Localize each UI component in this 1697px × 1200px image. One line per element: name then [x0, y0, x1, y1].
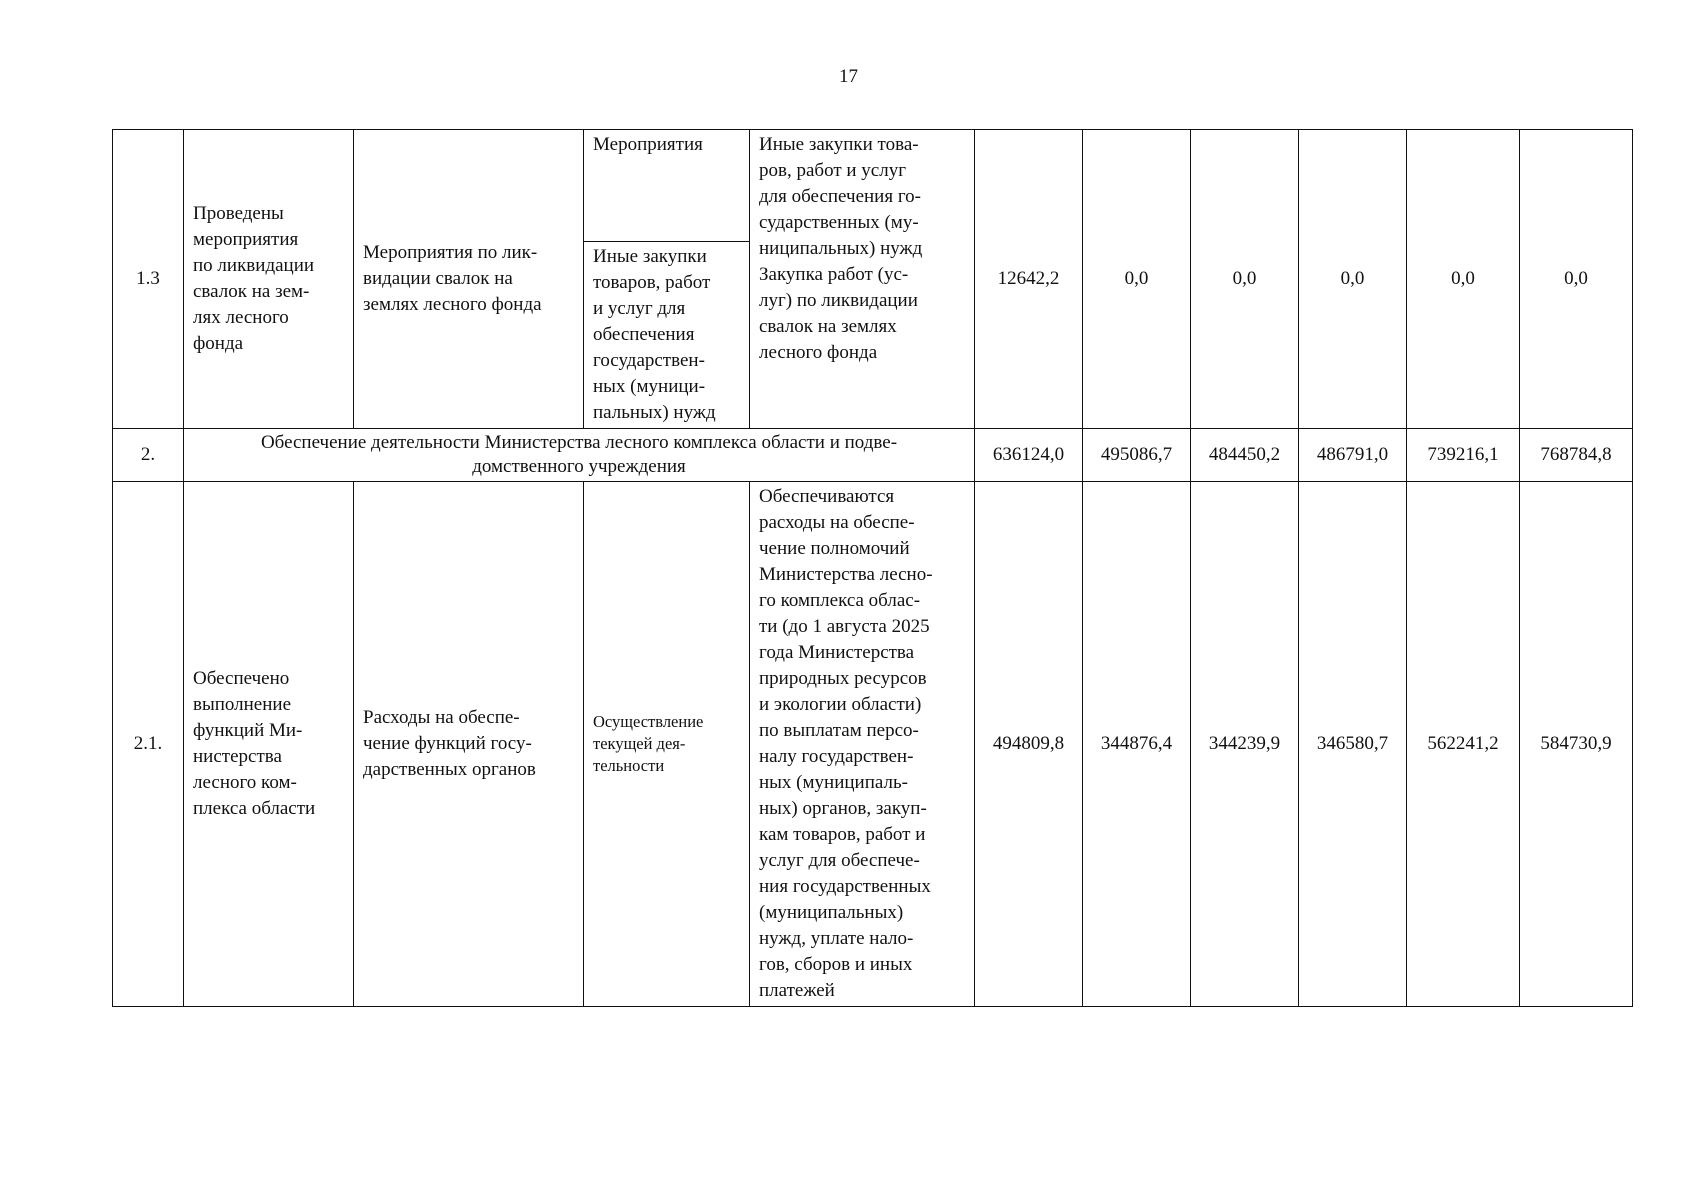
table-row [113, 429, 1633, 482]
value-cell: 346580,7 [1299, 482, 1407, 1007]
result-cell: Обеспечено выполнение функций Ми- нистерства лесного ком- плекса области [184, 482, 354, 1007]
value-cell: 739216,1 [1407, 429, 1520, 482]
value-cell: 484450,2 [1191, 429, 1299, 482]
value-cell: 0,0 [1191, 130, 1299, 429]
value-cell: 344239,9 [1191, 482, 1299, 1007]
description-cell: Обеспечиваются расходы на обеспе- чение полномочий Министерства лесно- го комплекса облас- ти (до 1 августа 2025 года Министерства природных ресурсов и экологии области) по выплатам персо- налу государствен- ных (муниципаль- ных) органов, закуп- кам товаров, работ и услуг для обеспече- ния государственных (муниципальных) нужд, уплате нало- гов, сборов и иных платежей [750, 482, 975, 1007]
type-cell: Осуществление текущей дея- тельности [584, 482, 750, 1007]
value-cell: 486791,0 [1299, 429, 1407, 482]
measure-cell: Мероприятия по лик- видации свалок на землях лесного фонда [354, 130, 584, 429]
value-cell: 12642,2 [975, 130, 1083, 429]
value-cell: 562241,2 [1407, 482, 1520, 1007]
measure-cell: Расходы на обеспе- чение функций госу- дарственных органов [354, 482, 584, 1007]
value-cell: 0,0 [1083, 130, 1191, 429]
type-cell: Мероприятия [584, 130, 750, 242]
row-number: 1.3 [113, 130, 184, 429]
section-title: Обеспечение деятельности Министерства лесного комплекса области и подве- домственного учреждения [184, 429, 975, 482]
value-cell: 584730,9 [1520, 482, 1633, 1007]
value-cell: 0,0 [1299, 130, 1407, 429]
value-cell: 344876,4 [1083, 482, 1191, 1007]
table-row [113, 482, 1633, 1007]
value-cell: 0,0 [1520, 130, 1633, 429]
description-cell: Иные закупки това- ров, работ и услуг для обеспечения го- сударственных (му- ниципальных) нужд Закупка работ (ус- луг) по ликвидации свалок на землях лесного фонда [750, 130, 975, 429]
table-row [113, 130, 1633, 242]
type-cell: Иные закупки товаров, работ и услуг для обеспечения государствен- ных (муници- пальных) нужд [584, 242, 750, 429]
value-cell: 495086,7 [1083, 429, 1191, 482]
result-cell: Проведены мероприятия по ликвидации свалок на зем- лях лесного фонда [184, 130, 354, 429]
budget-table [112, 129, 1633, 1007]
row-number: 2. [113, 429, 184, 482]
row-number: 2.1. [113, 482, 184, 1007]
value-cell: 0,0 [1407, 130, 1520, 429]
value-cell: 768784,8 [1520, 429, 1633, 482]
page-number: 17 [839, 66, 858, 87]
value-cell: 636124,0 [975, 429, 1083, 482]
value-cell: 494809,8 [975, 482, 1083, 1007]
